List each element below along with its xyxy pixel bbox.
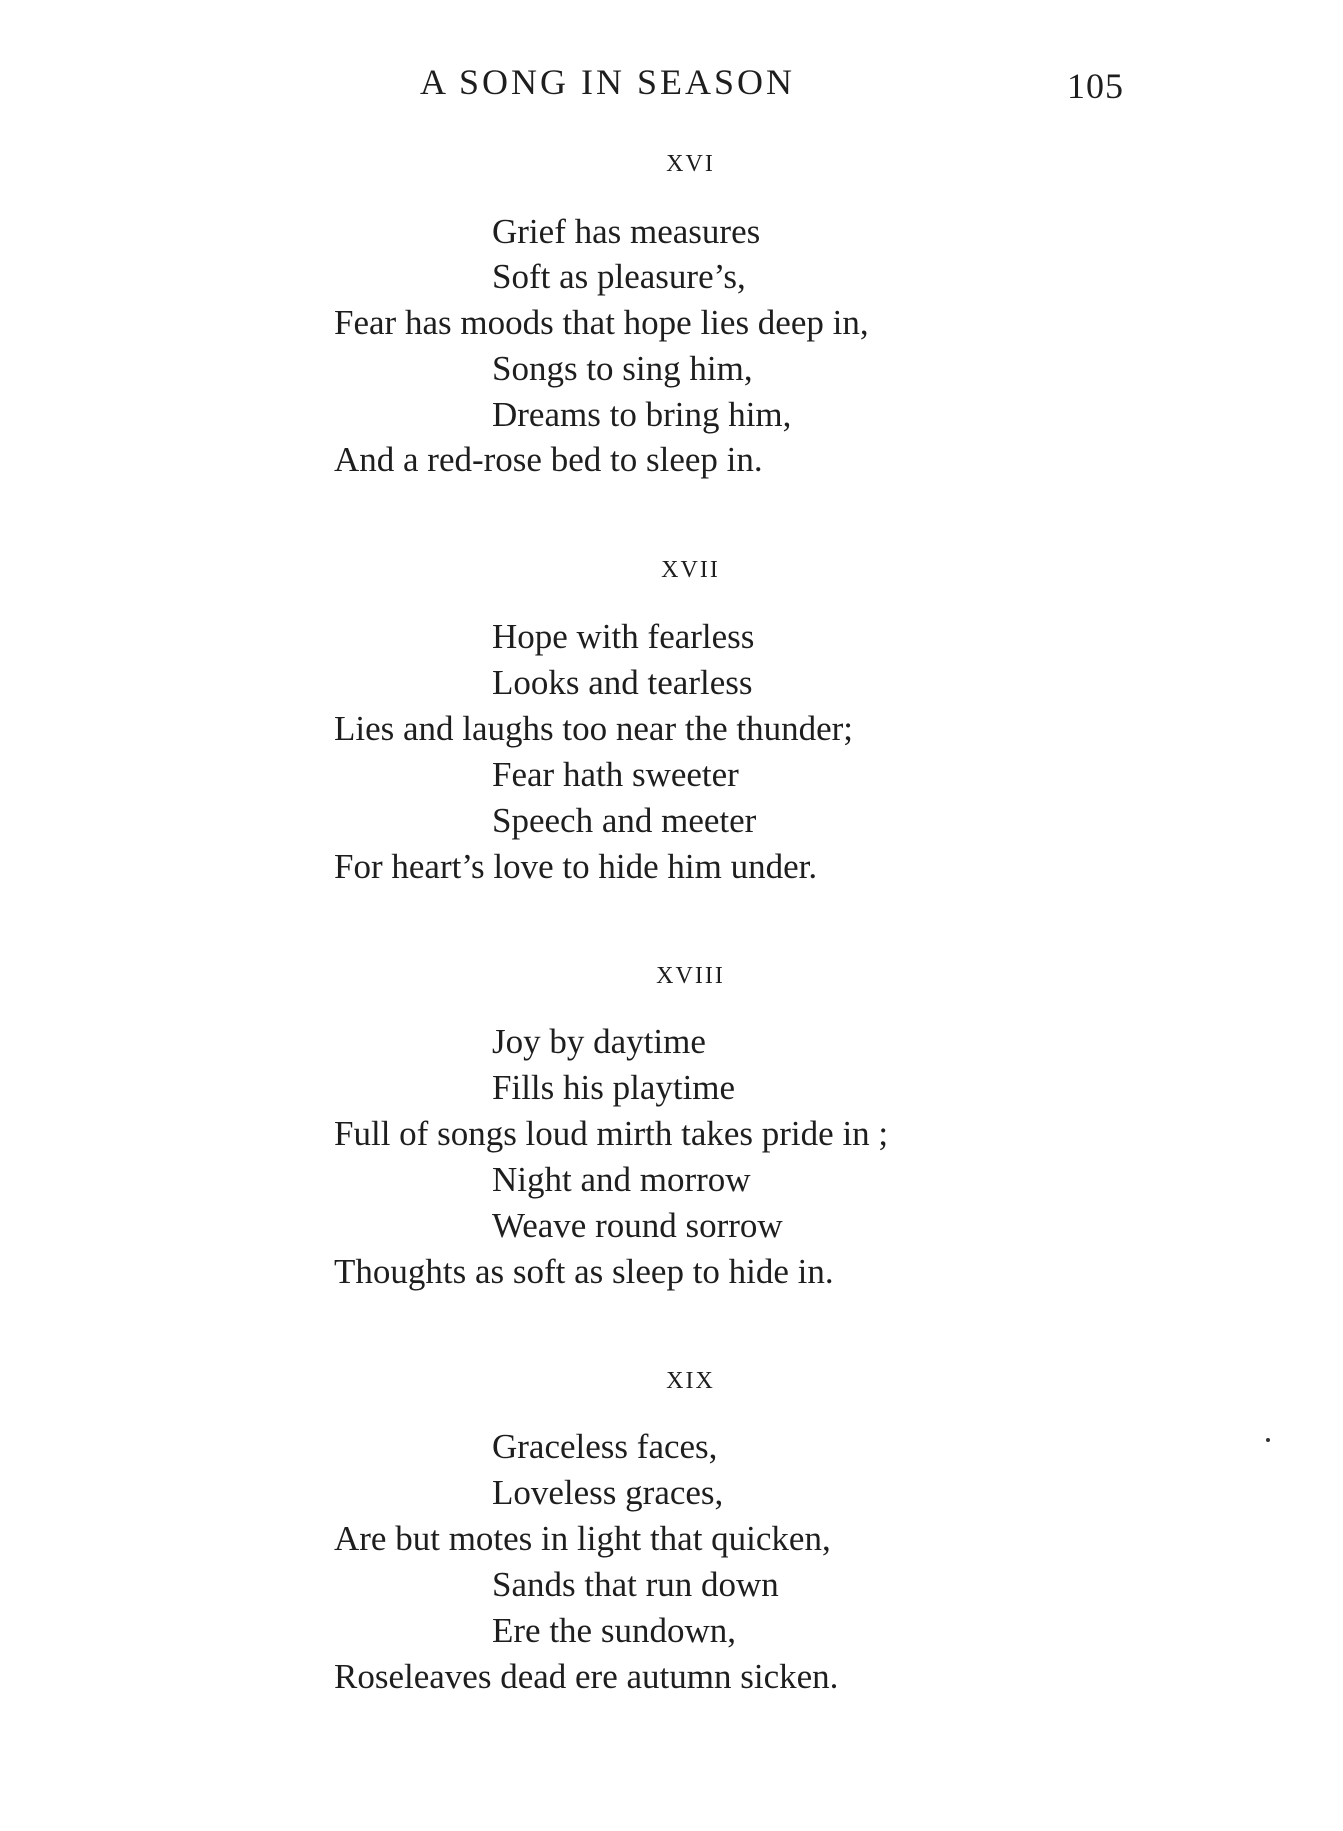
- ink-speck: [1266, 1438, 1270, 1442]
- verse-line: Joy by daytime: [492, 1022, 706, 1061]
- verse-line: Weave round sorrow: [492, 1206, 783, 1245]
- verse-line: Loveless graces,: [492, 1473, 724, 1512]
- verse-line: Ere the sundown,: [492, 1611, 736, 1650]
- stanza-numeral: XVII: [661, 557, 720, 583]
- verse-line: Hope with fearless: [492, 617, 755, 656]
- verse-line: Full of songs loud mirth takes pride in ;: [334, 1114, 889, 1153]
- verse-line: And a red-rose bed to sleep in.: [334, 440, 763, 479]
- verse-line: Fear has moods that hope lies deep in,: [334, 303, 869, 342]
- verse-line: Thoughts as soft as sleep to hide in.: [334, 1252, 834, 1291]
- verse-line: Songs to sing him,: [492, 349, 753, 388]
- verse-line: Speech and meeter: [492, 801, 757, 840]
- verse-line: Fear hath sweeter: [492, 755, 739, 794]
- verse-line: Looks and tearless: [492, 663, 753, 702]
- verse-line: Night and morrow: [492, 1160, 751, 1199]
- stanza-numeral: XIX: [666, 1368, 715, 1394]
- verse-line: Graceless faces,: [492, 1427, 718, 1466]
- verse-line: For heart’s love to hide him under.: [334, 847, 818, 886]
- verse-line: Fills his playtime: [492, 1068, 736, 1107]
- verse-line: Grief has measures: [492, 212, 761, 251]
- verse-line: Soft as pleasure’s,: [492, 257, 746, 296]
- verse-line: Sands that run down: [492, 1565, 779, 1604]
- verse-line: Dreams to bring him,: [492, 395, 792, 434]
- verse-line: Roseleaves dead ere autumn sicken.: [334, 1657, 839, 1696]
- running-title: A SONG IN SEASON: [420, 62, 796, 102]
- verse-line: Are but motes in light that quicken,: [334, 1519, 831, 1558]
- page-number: 105: [1067, 66, 1124, 106]
- stanza-numeral: XVIII: [656, 963, 725, 989]
- stanza-numeral: XVI: [666, 151, 715, 177]
- verse-line: Lies and laughs too near the thunder;: [334, 709, 854, 748]
